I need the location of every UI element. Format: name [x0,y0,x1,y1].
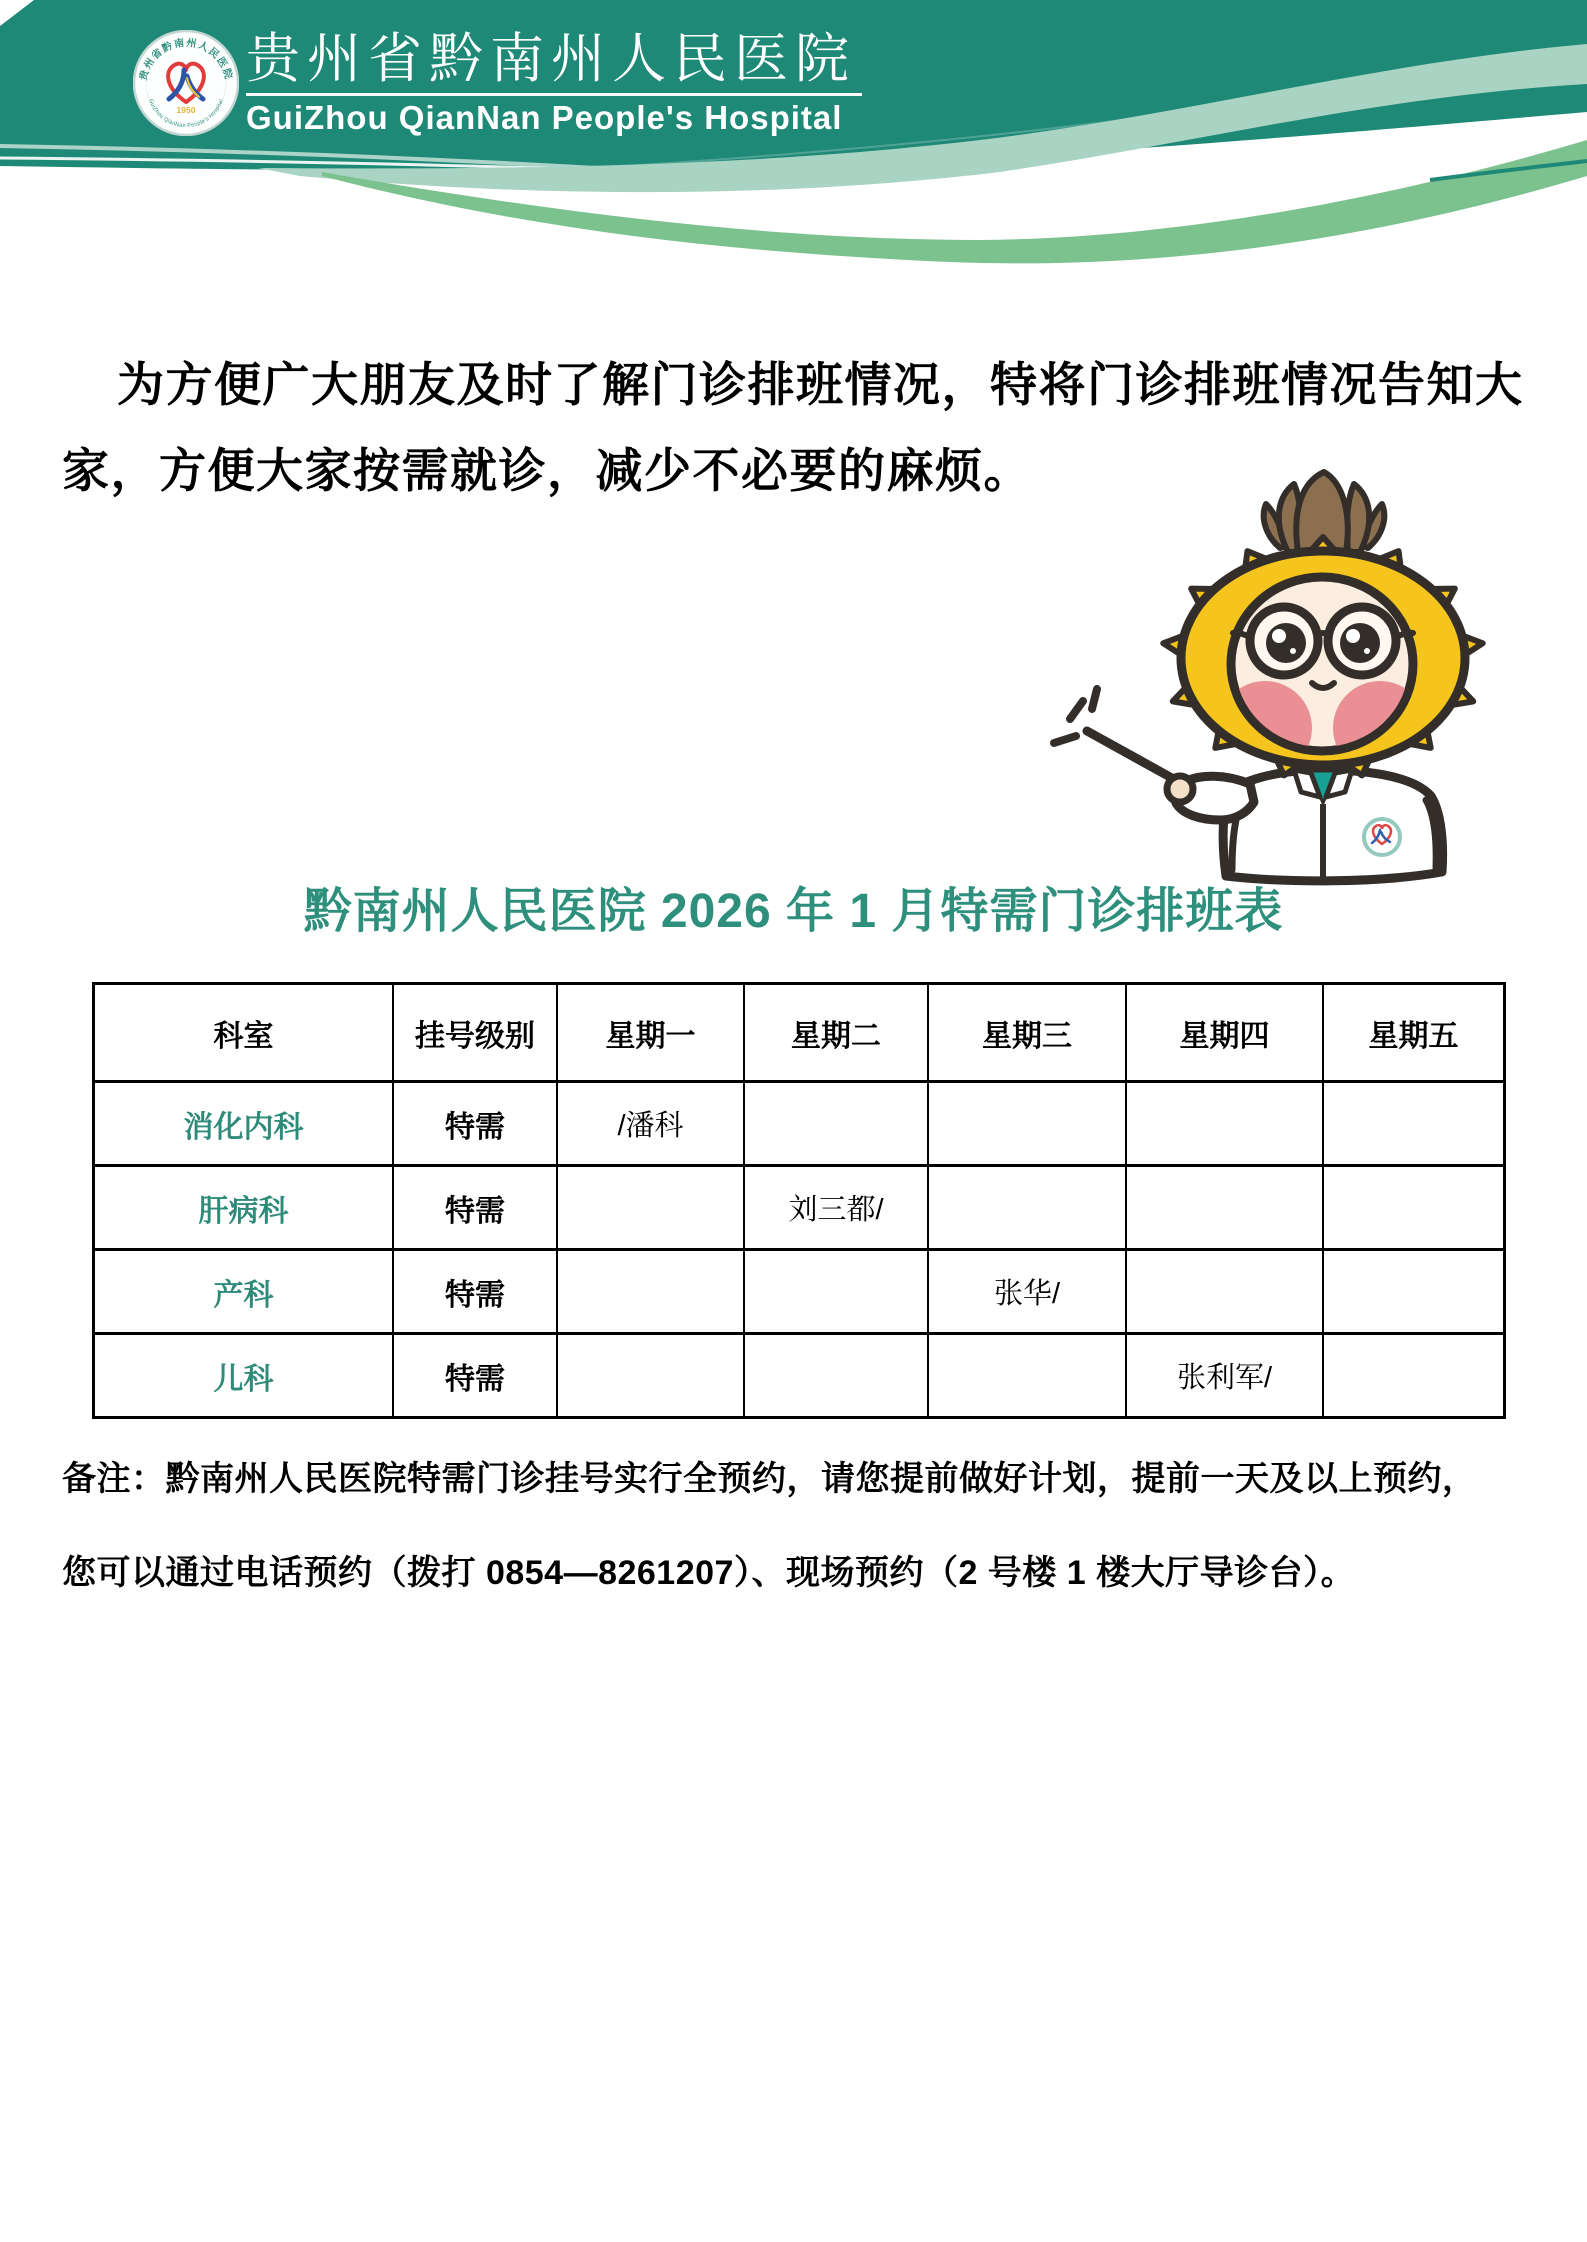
table-cell-mon: /潘科 [556,1080,743,1164]
logo-ring-text-zh: 贵州省黔南州人民医院 [138,37,234,82]
table-row-level: 特需 [392,1080,556,1164]
table-cell-wed [927,1332,1125,1416]
table-cell-tue [743,1080,927,1164]
table-row-dept: 产科 [95,1248,392,1332]
table-cell-tue [743,1248,927,1332]
schedule-title: 黔南州人民医院 2026 年 1 月特需门诊排班表 [303,885,1284,938]
table-row-dept: 儿科 [95,1332,392,1416]
note-line-2: 您可以通过电话预约（拨打 0854—8261207）、现场预约（2 号楼 1 楼大厅导诊台）。 [62,1554,1356,1592]
table-row-dept: 消化内科 [95,1080,392,1164]
table-cell-thu [1125,1080,1322,1164]
table-cell-thu: 张利军/ [1125,1332,1322,1416]
table-cell-mon [556,1164,743,1248]
col-header-wed: 星期三 [927,985,1125,1080]
col-header-thu: 星期四 [1125,985,1322,1080]
note-line-1: 备注：黔南州人民医院特需门诊挂号实行全预约，请您提前做好计划，提前一天及以上预约， [62,1460,1477,1498]
intro-line-1: 为方便广大朋友及时了解门诊排班情况，特将门诊排班情况告知大 [117,358,1524,411]
col-header-mon: 星期一 [556,985,743,1080]
mascot-hand [1167,776,1193,802]
table-cell-thu [1125,1164,1322,1248]
col-header-fri: 星期五 [1322,985,1503,1080]
table-row-level: 特需 [392,1332,556,1416]
hospital-name-block [246,28,862,137]
table-cell-fri [1322,1332,1503,1416]
table-cell-fri [1322,1248,1503,1332]
hospital-name-en: GuiZhou QianNan People's Hospital [246,99,843,136]
col-header-dept: 科室 [213,1019,274,1053]
hospital-logo [133,30,239,136]
coat-badge-icon [1364,819,1400,855]
hospital-name-zh: 贵州省黔南州人民医院 [246,29,856,89]
footer-note [62,1432,1552,1620]
table-cell-fri [1322,1080,1503,1164]
table-cell-wed: 张华/ [927,1248,1125,1332]
mascot-illustration [1030,440,1587,900]
schedule-table [92,982,1506,1419]
name-divider-line [246,93,862,96]
table-cell-tue [743,1332,927,1416]
logo-year: 1950 [176,105,196,115]
table-cell-mon [556,1332,743,1416]
table-cell-wed [927,1164,1125,1248]
header-banner [0,0,1587,300]
col-header-tue: 星期二 [743,985,927,1080]
table-cell-thu [1125,1248,1322,1332]
mascot-coat [1167,770,1443,881]
table-cell-mon [556,1248,743,1332]
table-row-dept: 肝病科 [95,1164,392,1248]
table-row-level: 特需 [392,1248,556,1332]
intro-line-2: 家，方便大家按需就诊，减少不必要的麻烦。 [62,444,1032,497]
col-header-level: 挂号级别 [392,985,556,1080]
table-cell-wed [927,1080,1125,1164]
table-cell-tue: 刘三都/ [743,1164,927,1248]
table-row-level: 特需 [392,1164,556,1248]
logo-ring-text-en: GuiZhou QianNan People's Hospital [147,98,225,130]
table-cell-fri [1322,1164,1503,1248]
